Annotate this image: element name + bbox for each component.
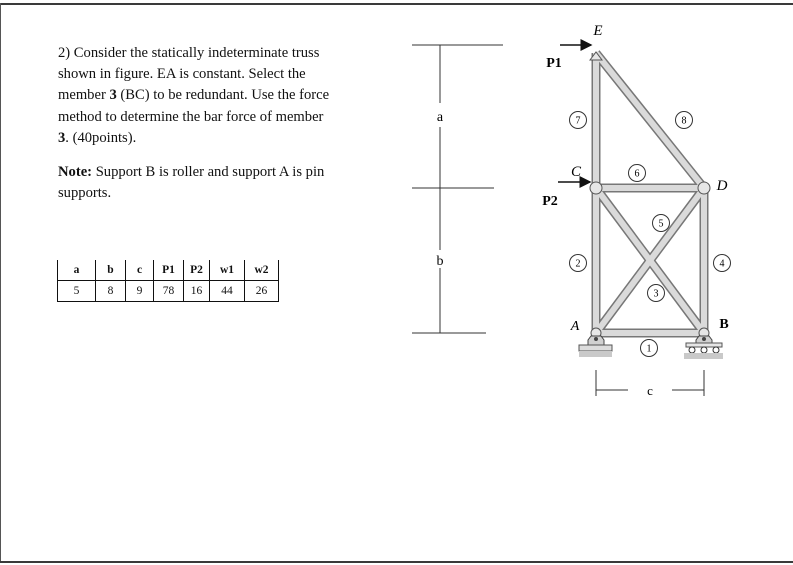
table-header-cell: w2 [245,260,279,281]
table-header-cell: b [96,260,126,281]
text-span: Support B is roller and support A is pin [92,164,325,180]
table-cell: 26 [245,281,279,302]
table-cell: 16 [184,281,210,302]
joint-label-a: A [570,319,580,334]
table-header-cell: w1 [210,260,245,281]
svg-text:2: 2 [575,258,581,270]
load-label-p1: P1 [546,56,562,71]
member-label-2 [570,255,587,272]
table-header-cell: P1 [154,260,184,281]
pin-support-a [579,336,612,357]
svg-text:4: 4 [719,258,725,270]
dimension-label-c: c [647,383,653,398]
svg-text:7: 7 [575,115,581,127]
note-label: Note: [58,164,93,180]
joint-label-b: B [719,317,729,332]
table-cell: 9 [126,281,154,302]
member-number: 3 [58,129,66,146]
problem-line: method to determine the bar force of member [58,108,324,125]
member-label-3 [648,285,665,302]
svg-text:6: 6 [634,168,640,180]
text-span: (BC) to be redundant. Use the force [116,87,330,104]
table-cell: 78 [154,281,184,302]
joint-label-c: C [570,164,582,180]
problem-line: 2) Consider the statically indeterminate truss [58,45,320,61]
load-label-p2: P2 [542,194,558,209]
dimension-label-a: a [436,110,444,125]
member-label-4 [714,255,731,272]
dimension-label-b: b [436,254,444,269]
problem-line: shown in figure. EA is constant. Select the [58,66,306,83]
svg-text:5: 5 [658,218,664,230]
table-header-cell: c [126,260,154,281]
member-label-8 [676,112,693,129]
member-label-6 [629,165,646,182]
note-line: supports. [58,185,112,202]
member-number: 3 [109,87,117,104]
text-span: . (40points). [65,129,137,146]
text-span: member [58,87,110,104]
member-label-5 [653,215,670,232]
table-header-cell: a [58,260,96,281]
table-cell: 5 [58,281,96,302]
member-label-7 [570,112,587,129]
table-header-cell: P2 [184,260,210,281]
member-label-1 [641,340,658,357]
roller-support-b [684,336,723,359]
svg-text:1: 1 [646,343,652,355]
joint-label-e: E [593,23,603,39]
svg-text:3: 3 [653,288,659,300]
table-cell: 44 [210,281,245,302]
table-cell: 8 [96,281,126,302]
svg-text:8: 8 [681,115,687,127]
joint-label-d: D [716,178,728,194]
